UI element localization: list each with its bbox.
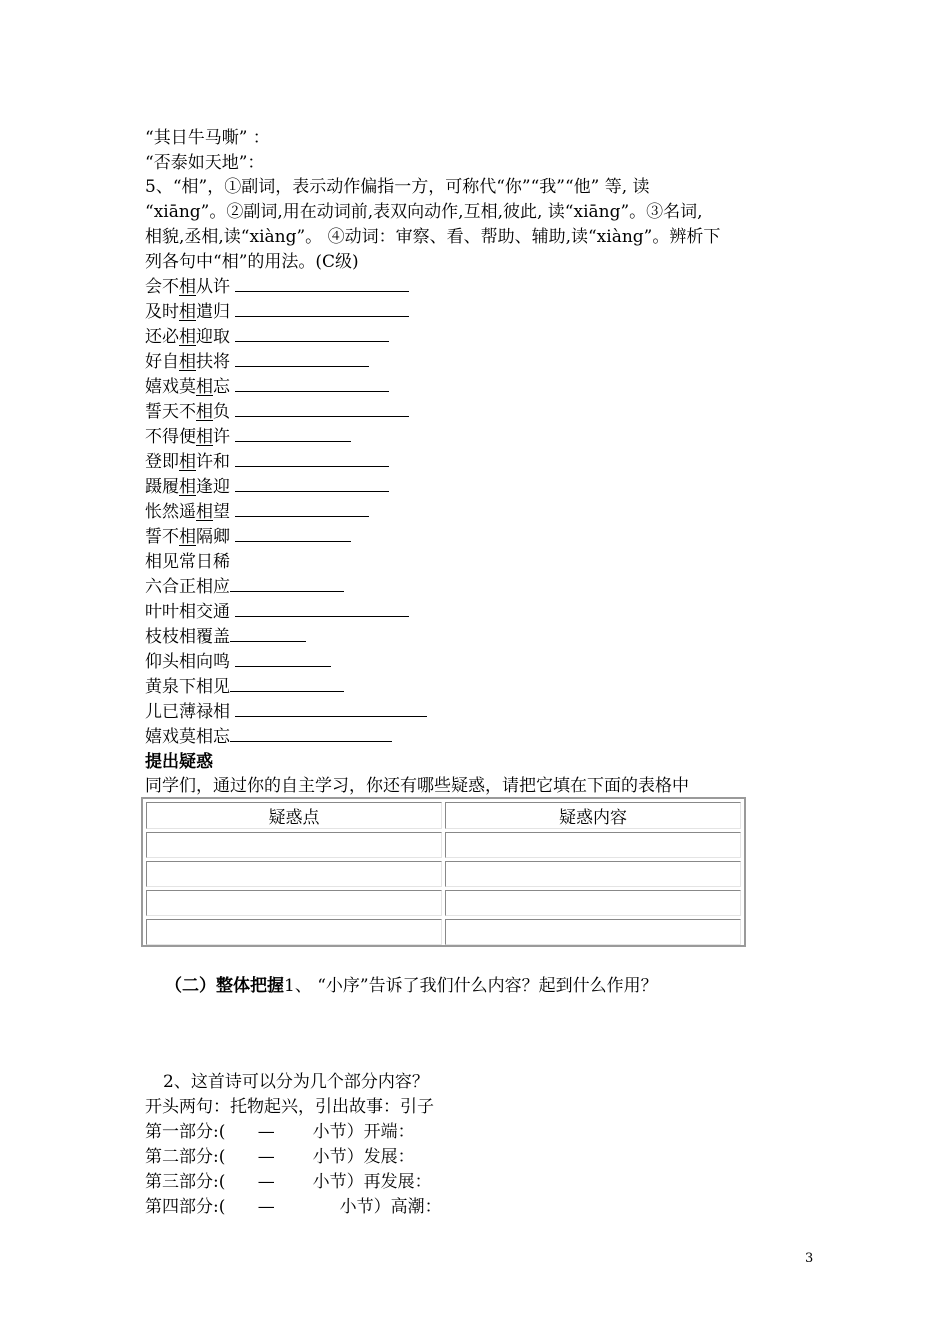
exercise-item: 相见常日稀: [145, 552, 230, 572]
exercise-item: 好自相扶将: [145, 350, 369, 374]
underlined-char: 相: [179, 352, 196, 372]
text-line: 第三部分:( — 小节）再发展：: [145, 1172, 432, 1192]
table-row: [146, 832, 741, 858]
text-line: 第二部分:( — 小节）发展：: [145, 1147, 415, 1167]
text-line: 开头两句：托物起兴，引出故事：引子: [145, 1097, 434, 1117]
underlined-char: 相: [179, 477, 196, 497]
exercise-item: 黄泉下相见: [145, 675, 344, 699]
answer-blank[interactable]: [235, 450, 389, 467]
exercise-item: 儿已薄禄相: [145, 700, 427, 724]
answer-blank[interactable]: [235, 350, 369, 367]
exercise-item: 嬉戏莫相忘: [145, 375, 389, 399]
section-heading: 提出疑惑: [145, 752, 213, 772]
answer-blank[interactable]: [235, 700, 427, 717]
text-line: 5、“相”，①副词，表示动作偏指一方，可称代“你”“我”“他” 等, 读: [145, 177, 650, 197]
underlined-char: 相: [179, 452, 196, 472]
exercise-item: 六合正相应: [145, 575, 344, 599]
text-line: “xiāng”。②副词,用在动词前,表双向动作,互相,彼此, 读“xiāng”。③名词,: [145, 202, 703, 222]
exercise-item: 叶叶相交通: [145, 600, 409, 624]
underlined-char: 相: [196, 377, 213, 397]
answer-blank[interactable]: [230, 625, 306, 642]
exercise-item: 枝枝相覆盖: [145, 625, 306, 649]
answer-blank[interactable]: [235, 300, 409, 317]
answer-blank[interactable]: [235, 425, 351, 442]
answer-blank[interactable]: [230, 675, 344, 692]
exercise-item: 蹑履相逢迎: [145, 475, 389, 499]
exercise-item: 不得便相许: [145, 425, 351, 449]
underlined-char: 相: [179, 527, 196, 547]
table-header-row: [146, 802, 741, 829]
page-number: 3: [805, 1251, 814, 1266]
underlined-char: 相: [196, 427, 213, 447]
exercise-item: 会不相从许: [145, 275, 409, 299]
exercise-item: 及时相遣归: [145, 300, 409, 324]
exercise-item: 怅然遥相望: [145, 500, 369, 524]
section-heading: （二）整体把握: [165, 976, 284, 996]
table-row: [146, 861, 741, 887]
answer-blank[interactable]: [230, 725, 392, 742]
exercise-item: 嬉戏莫相忘: [145, 725, 392, 749]
answer-blank[interactable]: [235, 500, 369, 517]
answer-blank[interactable]: [230, 575, 344, 592]
answer-blank[interactable]: [235, 600, 409, 617]
underlined-char: 相: [196, 402, 213, 422]
column-header: 疑惑点: [146, 802, 442, 829]
underlined-char: 相: [179, 302, 196, 322]
doubts-table: [141, 797, 746, 947]
text-line: “否泰如天地”：: [145, 153, 265, 173]
exercise-item: 还必相迎取: [145, 325, 389, 349]
column-header: 疑惑内容: [445, 802, 741, 829]
text-line: 相貌,丞相,读“xiàng”。 ④动词：审察、看、帮助、辅助,读“xiàng”。辨析下: [145, 227, 721, 247]
table-row: [146, 890, 741, 916]
question-line: （二）整体把握1、 “小序”告诉了我们什么内容？起到什么作用？: [165, 976, 658, 996]
table-cell[interactable]: [146, 890, 442, 916]
question-line: 2、这首诗可以分为几个部分内容？: [163, 1072, 429, 1092]
table-cell[interactable]: [445, 832, 741, 858]
text-line: 第四部分:( — 小节）高潮：: [145, 1197, 442, 1217]
answer-blank[interactable]: [235, 475, 389, 492]
table-cell[interactable]: [146, 919, 442, 945]
answer-blank[interactable]: [235, 525, 351, 542]
section-intro: 同学们，通过你的自主学习，你还有哪些疑惑，请把它填在下面的表格中: [145, 776, 689, 796]
exercise-item: 誓不相隔卿: [145, 525, 351, 549]
table-cell[interactable]: [445, 890, 741, 916]
exercise-item: 仰头相向鸣: [145, 650, 331, 674]
answer-blank[interactable]: [235, 400, 409, 417]
table-cell[interactable]: [146, 832, 442, 858]
underlined-char: 相: [196, 502, 213, 522]
answer-blank[interactable]: [235, 325, 389, 342]
answer-blank[interactable]: [235, 650, 331, 667]
text-line: 列各句中“相”的用法。(C级): [145, 252, 359, 272]
exercise-item: 誓天不相负: [145, 400, 409, 424]
table-cell[interactable]: [146, 861, 442, 887]
exercise-item: 登即相许和: [145, 450, 389, 474]
answer-blank[interactable]: [235, 275, 409, 292]
text-line: “其日牛马嘶” ：: [145, 128, 270, 148]
table-cell[interactable]: [445, 919, 741, 945]
underlined-char: 相: [179, 277, 196, 297]
text-line: 第一部分:( — 小节）开端：: [145, 1122, 415, 1142]
answer-blank[interactable]: [235, 375, 389, 392]
table-cell[interactable]: [445, 861, 741, 887]
table-row: [146, 919, 741, 945]
underlined-char: 相: [179, 327, 196, 347]
